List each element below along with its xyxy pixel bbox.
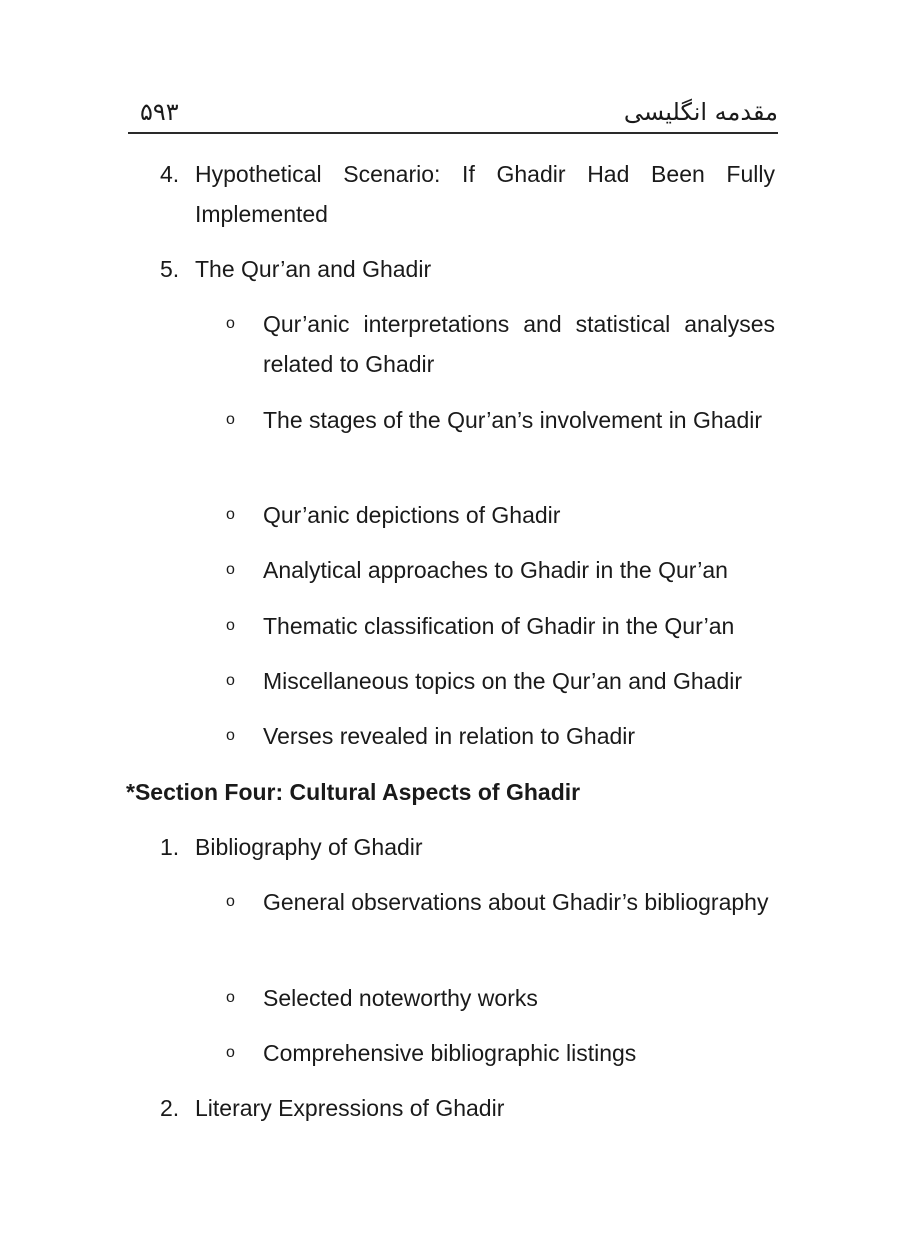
- page-header: [128, 98, 778, 134]
- bullet-marker: o: [226, 315, 235, 332]
- bullet-item-text: Analytical approaches to Ghadir in the Qur’an: [263, 557, 728, 583]
- list-item-2: [160, 1088, 775, 1128]
- list-item-text: Hypothetical Scenario: If Ghadir Had Been Fully Implemented: [195, 161, 775, 227]
- bullet-marker: o: [226, 989, 235, 1006]
- bullet-item-text: Thematic classification of Ghadir in the Qur’an: [263, 613, 735, 639]
- bullet-item: [226, 716, 775, 756]
- bullet-item-text: Verses revealed in relation to Ghadir: [263, 723, 636, 749]
- bullet-item-text: General observations about Ghadir’s bibliography: [263, 889, 769, 915]
- bullet-item: [226, 495, 775, 535]
- bullet-item: [226, 304, 775, 384]
- list-item-text: The Qur’an and Ghadir: [195, 256, 432, 282]
- bullet-marker: o: [226, 506, 235, 523]
- section-heading: *Section Four: Cultural Aspects of Ghadir: [126, 779, 581, 805]
- bullet-item: [226, 550, 775, 590]
- bullet-marker: o: [226, 617, 235, 634]
- bullet-marker: o: [226, 893, 235, 910]
- bullet-marker: o: [226, 561, 235, 578]
- bullet-item: [226, 661, 775, 701]
- bullet-item: [226, 400, 775, 440]
- bullet-item: [226, 882, 775, 922]
- list-marker: 5.: [160, 256, 180, 282]
- list-marker: 4.: [160, 161, 180, 187]
- list-item-text: Bibliography of Ghadir: [195, 834, 423, 860]
- bullet-marker: o: [226, 1044, 235, 1061]
- list-item-4: [160, 154, 775, 234]
- bullet-item-text: Comprehensive bibliographic listings: [263, 1040, 637, 1066]
- page-number: ۵۹۳: [140, 98, 179, 126]
- list-item-5: [160, 249, 775, 289]
- running-title: مقدمه انگلیسی: [623, 98, 778, 126]
- bullet-marker: o: [226, 672, 235, 689]
- bullet-item: [226, 978, 775, 1018]
- list-marker: 2.: [160, 1095, 180, 1121]
- bullet-item: [226, 1033, 775, 1073]
- bullet-marker: o: [226, 411, 235, 428]
- bullet-item-text: The stages of the Qur’an’s involvement in Ghadir: [263, 407, 763, 433]
- bullet-item-text: Qur’anic interpretations and statistical analyses related to Ghadir: [263, 311, 775, 377]
- bullet-item: [226, 606, 775, 646]
- bullet-item-text: Miscellaneous topics on the Qur’an and Ghadir: [263, 668, 743, 694]
- list-marker: 1.: [160, 834, 180, 860]
- list-item-1: [160, 827, 775, 867]
- bullet-marker: o: [226, 727, 235, 744]
- list-item-text: Literary Expressions of Ghadir: [195, 1095, 505, 1121]
- bullet-item-text: Qur’anic depictions of Ghadir: [263, 502, 561, 528]
- bullet-item-text: Selected noteworthy works: [263, 985, 538, 1011]
